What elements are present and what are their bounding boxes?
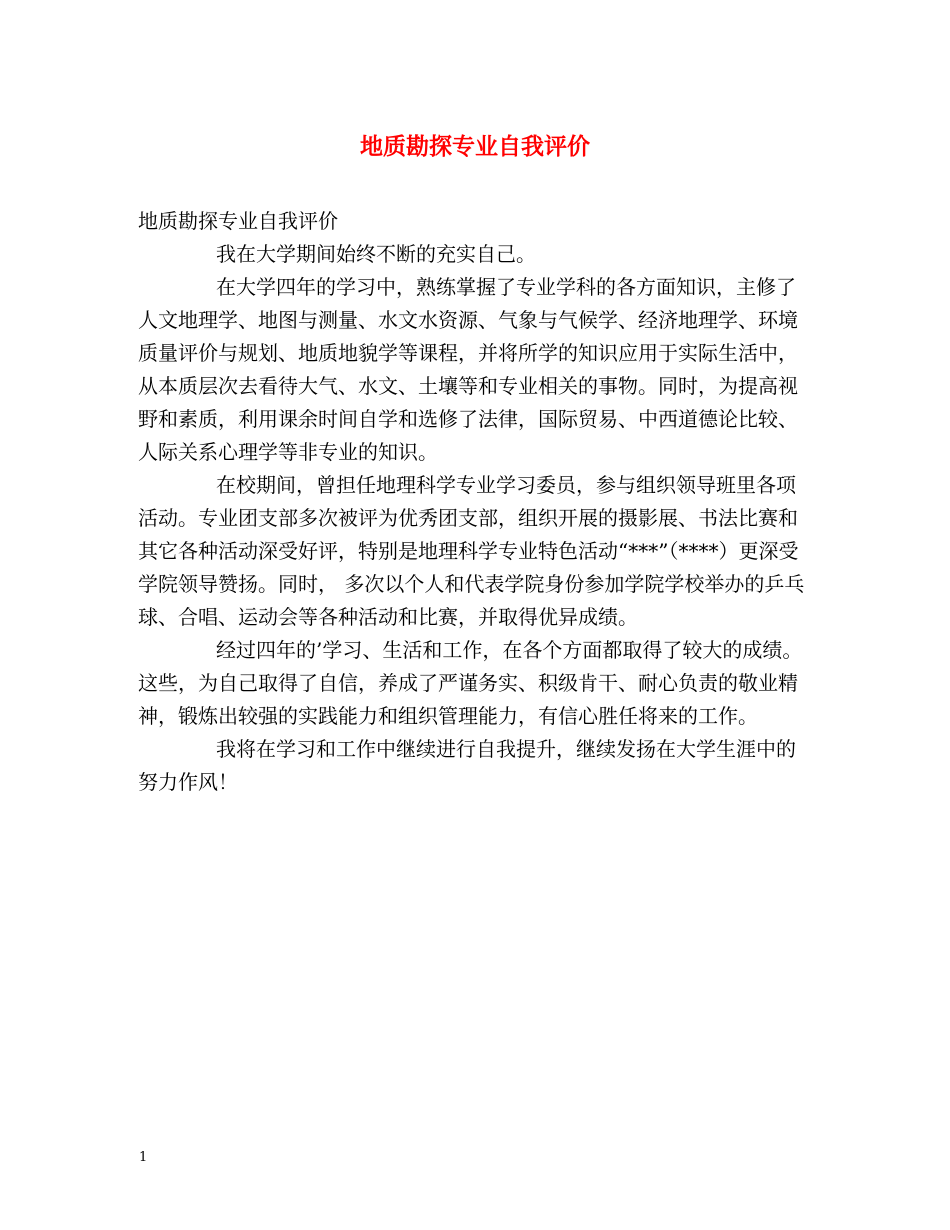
paragraph-2: 在大学四年的学习中，熟练掌握了专业学科的各方面知识，主修了人文地理学、地图与测量、水文水资源、气象与气候学、经济地理学、环境质量评价与规划、地质地貌学等课程，并将所学的知识应用于实际生活中，从本质层次去看待大气、水文、土壤等和专业相关的事物。同时，为提高视野和素质，利用课余时间自学和选修了法律，国际贸易、中西道德论比较、人际关系心理学等非专业的知识。 <box>138 275 798 464</box>
paragraph-4: 经过四年的’学习、生活和工作，在各个方面都取得了较大的成绩。这些，为自己取得了自信，养成了严谨务实、积级肯干、耐心负责的敬业精神，锻炼出较强的实践能力和组织管理能力，有信心胜任将来的工作。 <box>138 638 803 728</box>
document-body <box>138 205 814 799</box>
paragraph-1: 我在大学期间始终不断的充实自己。 <box>216 242 536 266</box>
page-number: 1 <box>139 1150 148 1165</box>
document-title: 地质勘探专业自我评价 <box>360 133 590 160</box>
paragraph-3: 在校期间，曾担任地理科学专业学习委员，参与组织领导班里各项活动。专业团支部多次被评为优秀团支部，组织开展的摄影展、书法比赛和其它各种活动深受好评，特别是地理科学专业特色活动“***”（****）更深受学院领导赞扬。同时， 多次以个人和代表学院身份参加学院学校举办的乒乓球、合唱、运动会等各种活动和比赛，并取得优异成绩。 <box>138 473 805 629</box>
document-subtitle: 地质勘探专业自我评价 <box>138 209 338 233</box>
paragraph-5: 我将在学习和工作中继续进行自我提升，继续发扬在大学生涯中的努力作风！ <box>138 737 796 794</box>
